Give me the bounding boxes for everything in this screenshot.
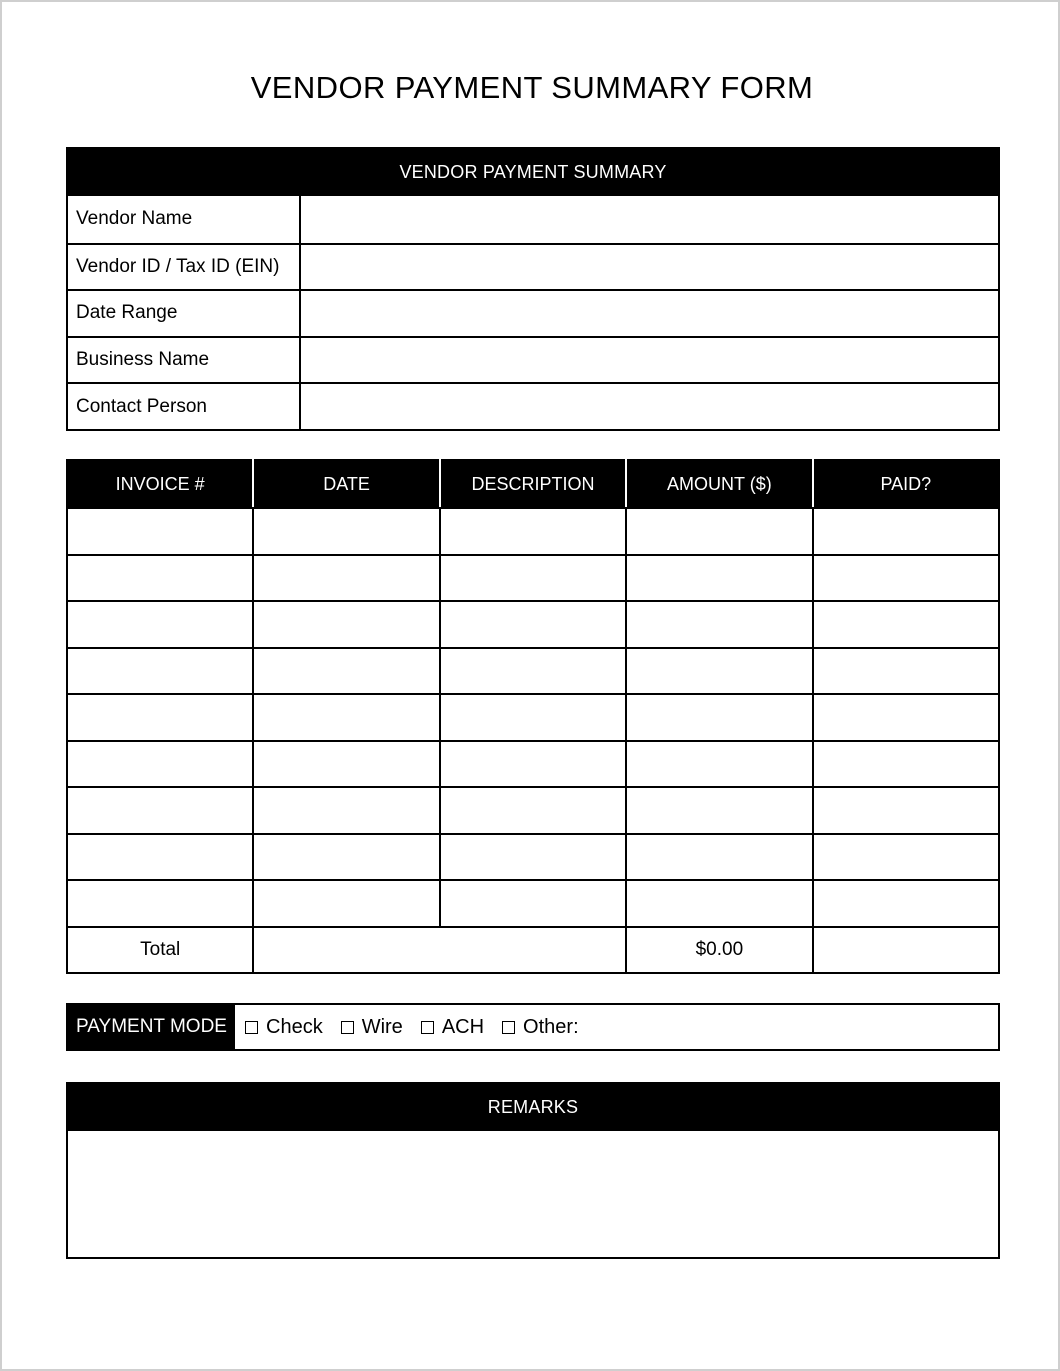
option-ach-label: ACH	[441, 1015, 485, 1038]
invoice-number-cell[interactable]	[67, 601, 253, 648]
invoice-number-cell[interactable]	[67, 694, 253, 741]
other-checkbox-icon[interactable]	[502, 1021, 515, 1034]
paid-cell[interactable]	[813, 787, 999, 834]
invoice-number-cell[interactable]	[67, 555, 253, 602]
remarks-heading: REMARKS	[68, 1084, 998, 1131]
date-cell[interactable]	[253, 787, 439, 834]
invoice-number-cell[interactable]	[67, 834, 253, 881]
option-check-label: Check	[266, 1015, 323, 1038]
remarks-field[interactable]	[68, 1131, 998, 1257]
paid-cell[interactable]	[813, 555, 999, 602]
amount-cell[interactable]	[626, 741, 812, 788]
col-paid: PAID?	[813, 460, 999, 508]
description-cell[interactable]	[440, 741, 626, 788]
total-blank-cell	[253, 927, 626, 974]
amount-cell[interactable]	[626, 555, 812, 602]
invoice-row	[67, 555, 999, 602]
amount-cell[interactable]	[626, 694, 812, 741]
option-check[interactable]	[245, 1016, 323, 1039]
col-invoice-number: INVOICE #	[67, 460, 253, 508]
option-ach[interactable]	[421, 1016, 484, 1039]
contact-person-label: Contact Person	[68, 384, 301, 429]
check-checkbox-icon[interactable]	[245, 1021, 258, 1034]
summary-row-contact-person	[68, 382, 998, 429]
col-description: DESCRIPTION	[440, 460, 626, 508]
summary-rows	[68, 196, 998, 429]
description-cell[interactable]	[440, 648, 626, 695]
paid-cell[interactable]	[813, 601, 999, 648]
summary-heading: VENDOR PAYMENT SUMMARY	[68, 149, 998, 196]
vendor-id-label: Vendor ID / Tax ID (EIN)	[68, 245, 301, 290]
amount-cell[interactable]	[626, 508, 812, 555]
invoice-number-cell[interactable]	[67, 787, 253, 834]
description-cell[interactable]	[440, 787, 626, 834]
invoice-row	[67, 601, 999, 648]
amount-cell[interactable]	[626, 787, 812, 834]
invoice-header-row	[67, 460, 999, 508]
ach-checkbox-icon[interactable]	[421, 1021, 434, 1034]
vendor-name-field[interactable]	[301, 196, 998, 243]
col-amount: AMOUNT ($)	[626, 460, 812, 508]
description-cell[interactable]	[440, 834, 626, 881]
payment-mode-options	[235, 1005, 597, 1049]
total-paid-cell[interactable]	[813, 927, 999, 974]
date-range-field[interactable]	[301, 291, 998, 336]
invoice-row	[67, 880, 999, 927]
paid-cell[interactable]	[813, 834, 999, 881]
invoice-row	[67, 834, 999, 881]
summary-row-vendor-name	[68, 196, 998, 243]
date-cell[interactable]	[253, 834, 439, 881]
description-cell[interactable]	[440, 694, 626, 741]
option-wire[interactable]	[341, 1016, 403, 1039]
total-row	[67, 927, 999, 974]
paid-cell[interactable]	[813, 508, 999, 555]
description-cell[interactable]	[440, 508, 626, 555]
total-amount: $0.00	[626, 927, 812, 974]
invoice-row	[67, 741, 999, 788]
invoice-row	[67, 694, 999, 741]
paid-cell[interactable]	[813, 648, 999, 695]
invoice-number-cell[interactable]	[67, 880, 253, 927]
business-name-label: Business Name	[68, 338, 301, 383]
amount-cell[interactable]	[626, 601, 812, 648]
business-name-field[interactable]	[301, 338, 998, 383]
summary-row-business-name	[68, 336, 998, 383]
paid-cell[interactable]	[813, 741, 999, 788]
date-cell[interactable]	[253, 601, 439, 648]
vendor-name-label: Vendor Name	[68, 196, 301, 243]
invoice-table	[66, 459, 1000, 974]
description-cell[interactable]	[440, 601, 626, 648]
summary-row-vendor-id	[68, 243, 998, 290]
invoice-body	[67, 508, 999, 927]
date-cell[interactable]	[253, 555, 439, 602]
option-other-label: Other:	[523, 1015, 579, 1038]
amount-cell[interactable]	[626, 834, 812, 881]
option-wire-label: Wire	[361, 1015, 403, 1038]
invoice-number-cell[interactable]	[67, 648, 253, 695]
summary-row-date-range	[68, 289, 998, 336]
amount-cell[interactable]	[626, 880, 812, 927]
invoice-number-cell[interactable]	[67, 741, 253, 788]
contact-person-field[interactable]	[301, 384, 998, 429]
invoice-number-cell[interactable]	[67, 508, 253, 555]
date-cell[interactable]	[253, 694, 439, 741]
payment-mode-label: PAYMENT MODE	[68, 1005, 235, 1049]
paid-cell[interactable]	[813, 694, 999, 741]
invoice-row	[67, 508, 999, 555]
amount-cell[interactable]	[626, 648, 812, 695]
form-title: VENDOR PAYMENT SUMMARY FORM	[250, 70, 814, 105]
invoice-row	[67, 648, 999, 695]
description-cell[interactable]	[440, 880, 626, 927]
date-range-label: Date Range	[68, 291, 301, 336]
date-cell[interactable]	[253, 508, 439, 555]
col-date: DATE	[253, 460, 439, 508]
date-cell[interactable]	[253, 880, 439, 927]
vendor-summary-section	[66, 147, 1000, 431]
paid-cell[interactable]	[813, 880, 999, 927]
date-cell[interactable]	[253, 741, 439, 788]
option-other[interactable]	[502, 1016, 579, 1039]
total-label: Total	[67, 927, 253, 974]
remarks-section	[66, 1082, 1000, 1259]
vendor-id-field[interactable]	[301, 245, 998, 290]
description-cell[interactable]	[440, 555, 626, 602]
payment-mode-section	[66, 1003, 1000, 1051]
invoice-row	[67, 787, 999, 834]
date-cell[interactable]	[253, 648, 439, 695]
wire-checkbox-icon[interactable]	[341, 1021, 354, 1034]
